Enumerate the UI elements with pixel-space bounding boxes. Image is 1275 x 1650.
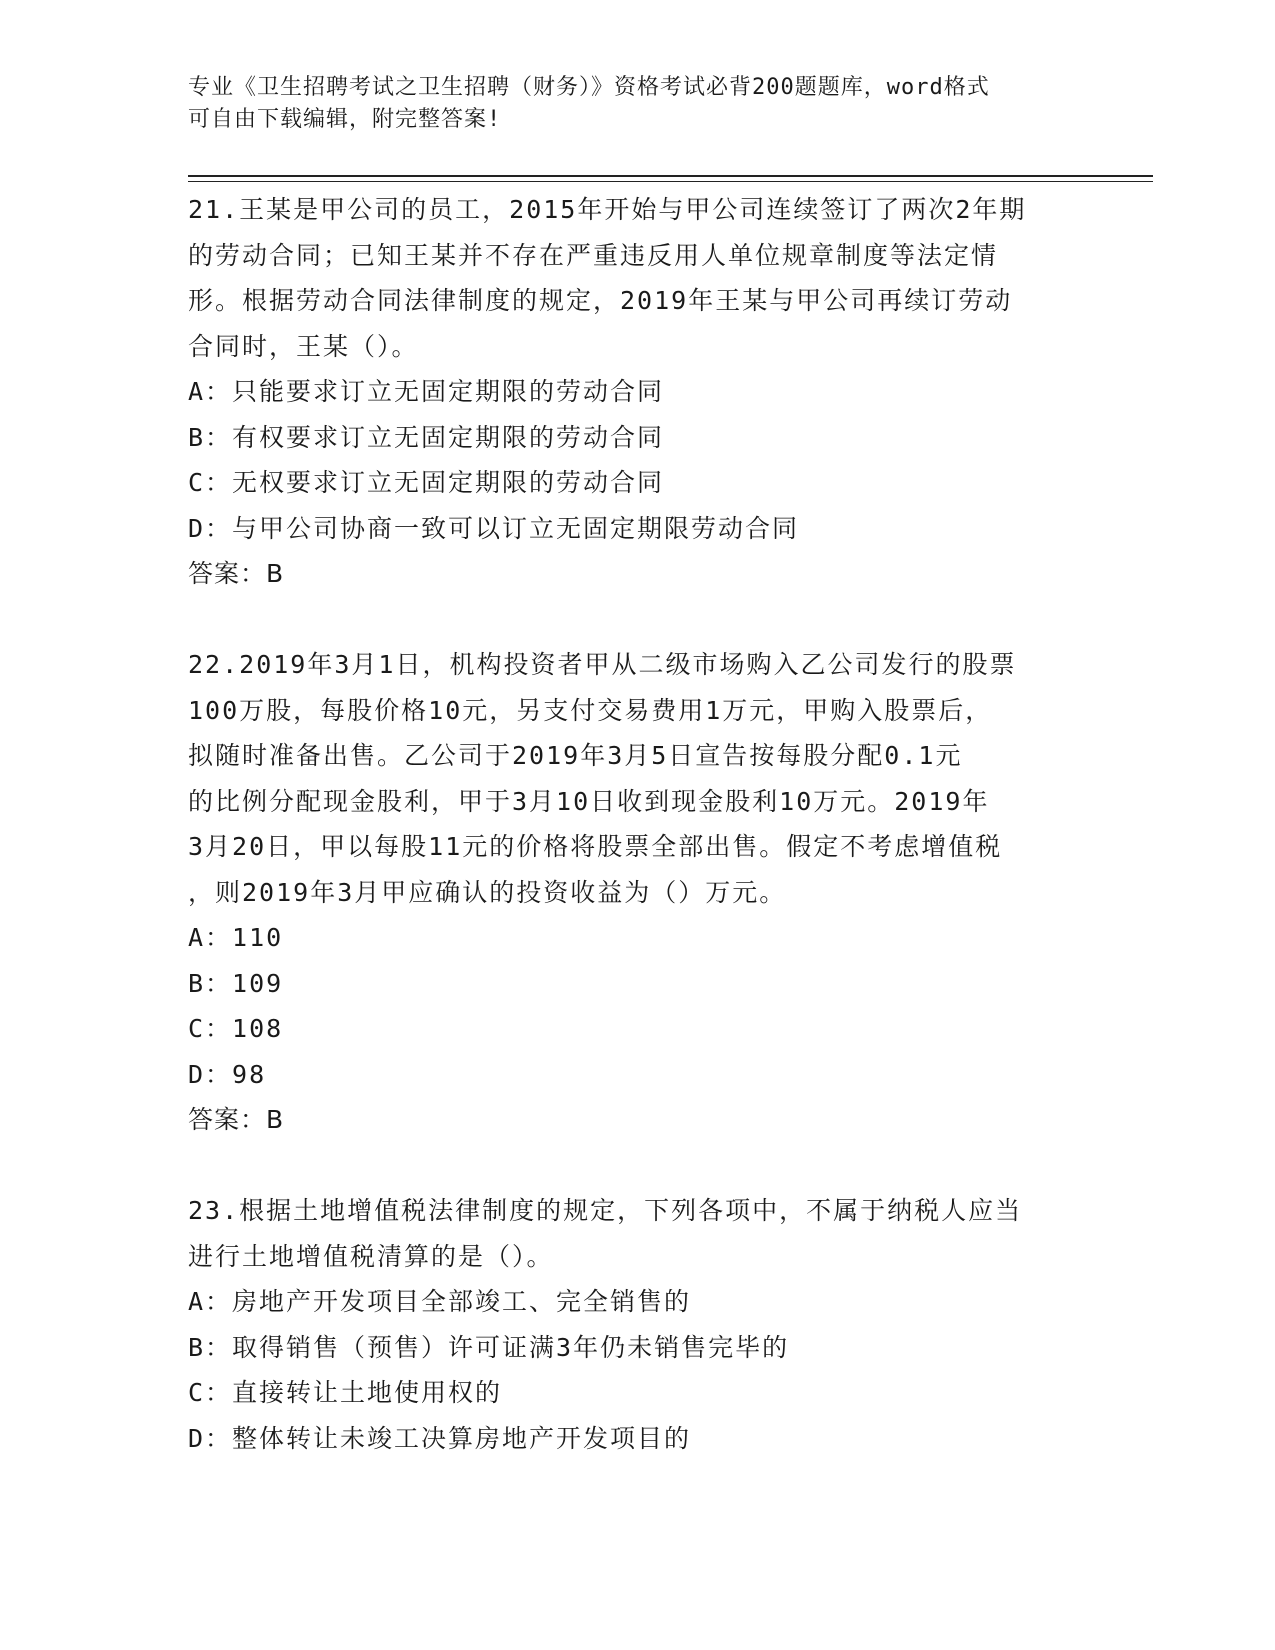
header-rule-thick (188, 175, 1153, 177)
question-text-line: 的劳动合同；已知王某并不存在严重违反用人单位规章制度等法定情 (188, 240, 999, 270)
question-22 (188, 642, 1088, 1143)
option-c: C：无权要求订立无固定期限的劳动合同 (188, 468, 665, 497)
question-21 (188, 187, 1088, 597)
option-a: A：110 (188, 923, 284, 952)
option-d: D：与甲公司协商一致可以订立无固定期限劳动合同 (188, 513, 800, 543)
question-text-line: 合同时，王某（）。 (188, 331, 419, 361)
question-text-line: 的比例分配现金股利，甲于3月10日收到现金股利10万元。2019年 (188, 786, 990, 816)
question-text-line: 3月20日，甲以每股11元的价格将股票全部出售。假定不考虑增值税 (188, 832, 1003, 861)
option-c: C：108 (188, 1014, 284, 1043)
option-d: D：98 (188, 1059, 267, 1089)
question-text-line: 100万股，每股价格10元，另支付交易费用1万元，甲购入股票后， (188, 695, 993, 725)
option-b: B：有权要求订立无固定期限的劳动合同 (188, 422, 665, 452)
question-23 (188, 1188, 1088, 1461)
page-header (188, 72, 1088, 136)
answer-line: 答案：B (188, 559, 285, 588)
question-text-line: 21.王某是甲公司的员工，2015年开始与甲公司连续签订了两次2年期 (188, 195, 1027, 224)
option-a: A：只能要求订立无固定期限的劳动合同 (188, 377, 665, 406)
option-d: D：整体转让未竣工决算房地产开发项目的 (188, 1423, 692, 1453)
question-text-line: 拟随时准备出售。乙公司于2019年3月5日宣告按每股分配0.1元 (188, 741, 963, 770)
question-spacer (188, 1143, 1088, 1189)
header-line-2: 可自由下载编辑，附完整答案! (188, 107, 502, 132)
question-text-line: 22.2019年3月1日，机构投资者甲从二级市场购入乙公司发行的股票 (188, 650, 1017, 679)
question-text-line: 进行土地增值税清算的是（）。 (188, 1241, 554, 1271)
answer-line: 答案：B (188, 1105, 285, 1134)
header-rule-thin (188, 181, 1153, 182)
question-text-line: 形。根据劳动合同法律制度的规定，2019年王某与甲公司再续订劳动 (188, 286, 1013, 315)
question-list (188, 187, 1088, 1461)
question-text-line: ，则2019年3月甲应确认的投资收益为（）万元。 (188, 877, 787, 907)
question-spacer (188, 597, 1088, 643)
header-line-1: 专业《卫生招聘考试之卫生招聘（财务）》资格考试必背200题题库，word格式 (188, 75, 990, 100)
option-b: B：109 (188, 968, 284, 998)
option-c: C：直接转让土地使用权的 (188, 1378, 503, 1407)
question-text-line: 23.根据土地增值税法律制度的规定，下列各项中，不属于纳税人应当 (188, 1196, 1023, 1225)
option-a: A：房地产开发项目全部竣工、完全销售的 (188, 1287, 692, 1316)
option-b: B：取得销售（预售）许可证满3年仍未销售完毕的 (188, 1332, 790, 1362)
